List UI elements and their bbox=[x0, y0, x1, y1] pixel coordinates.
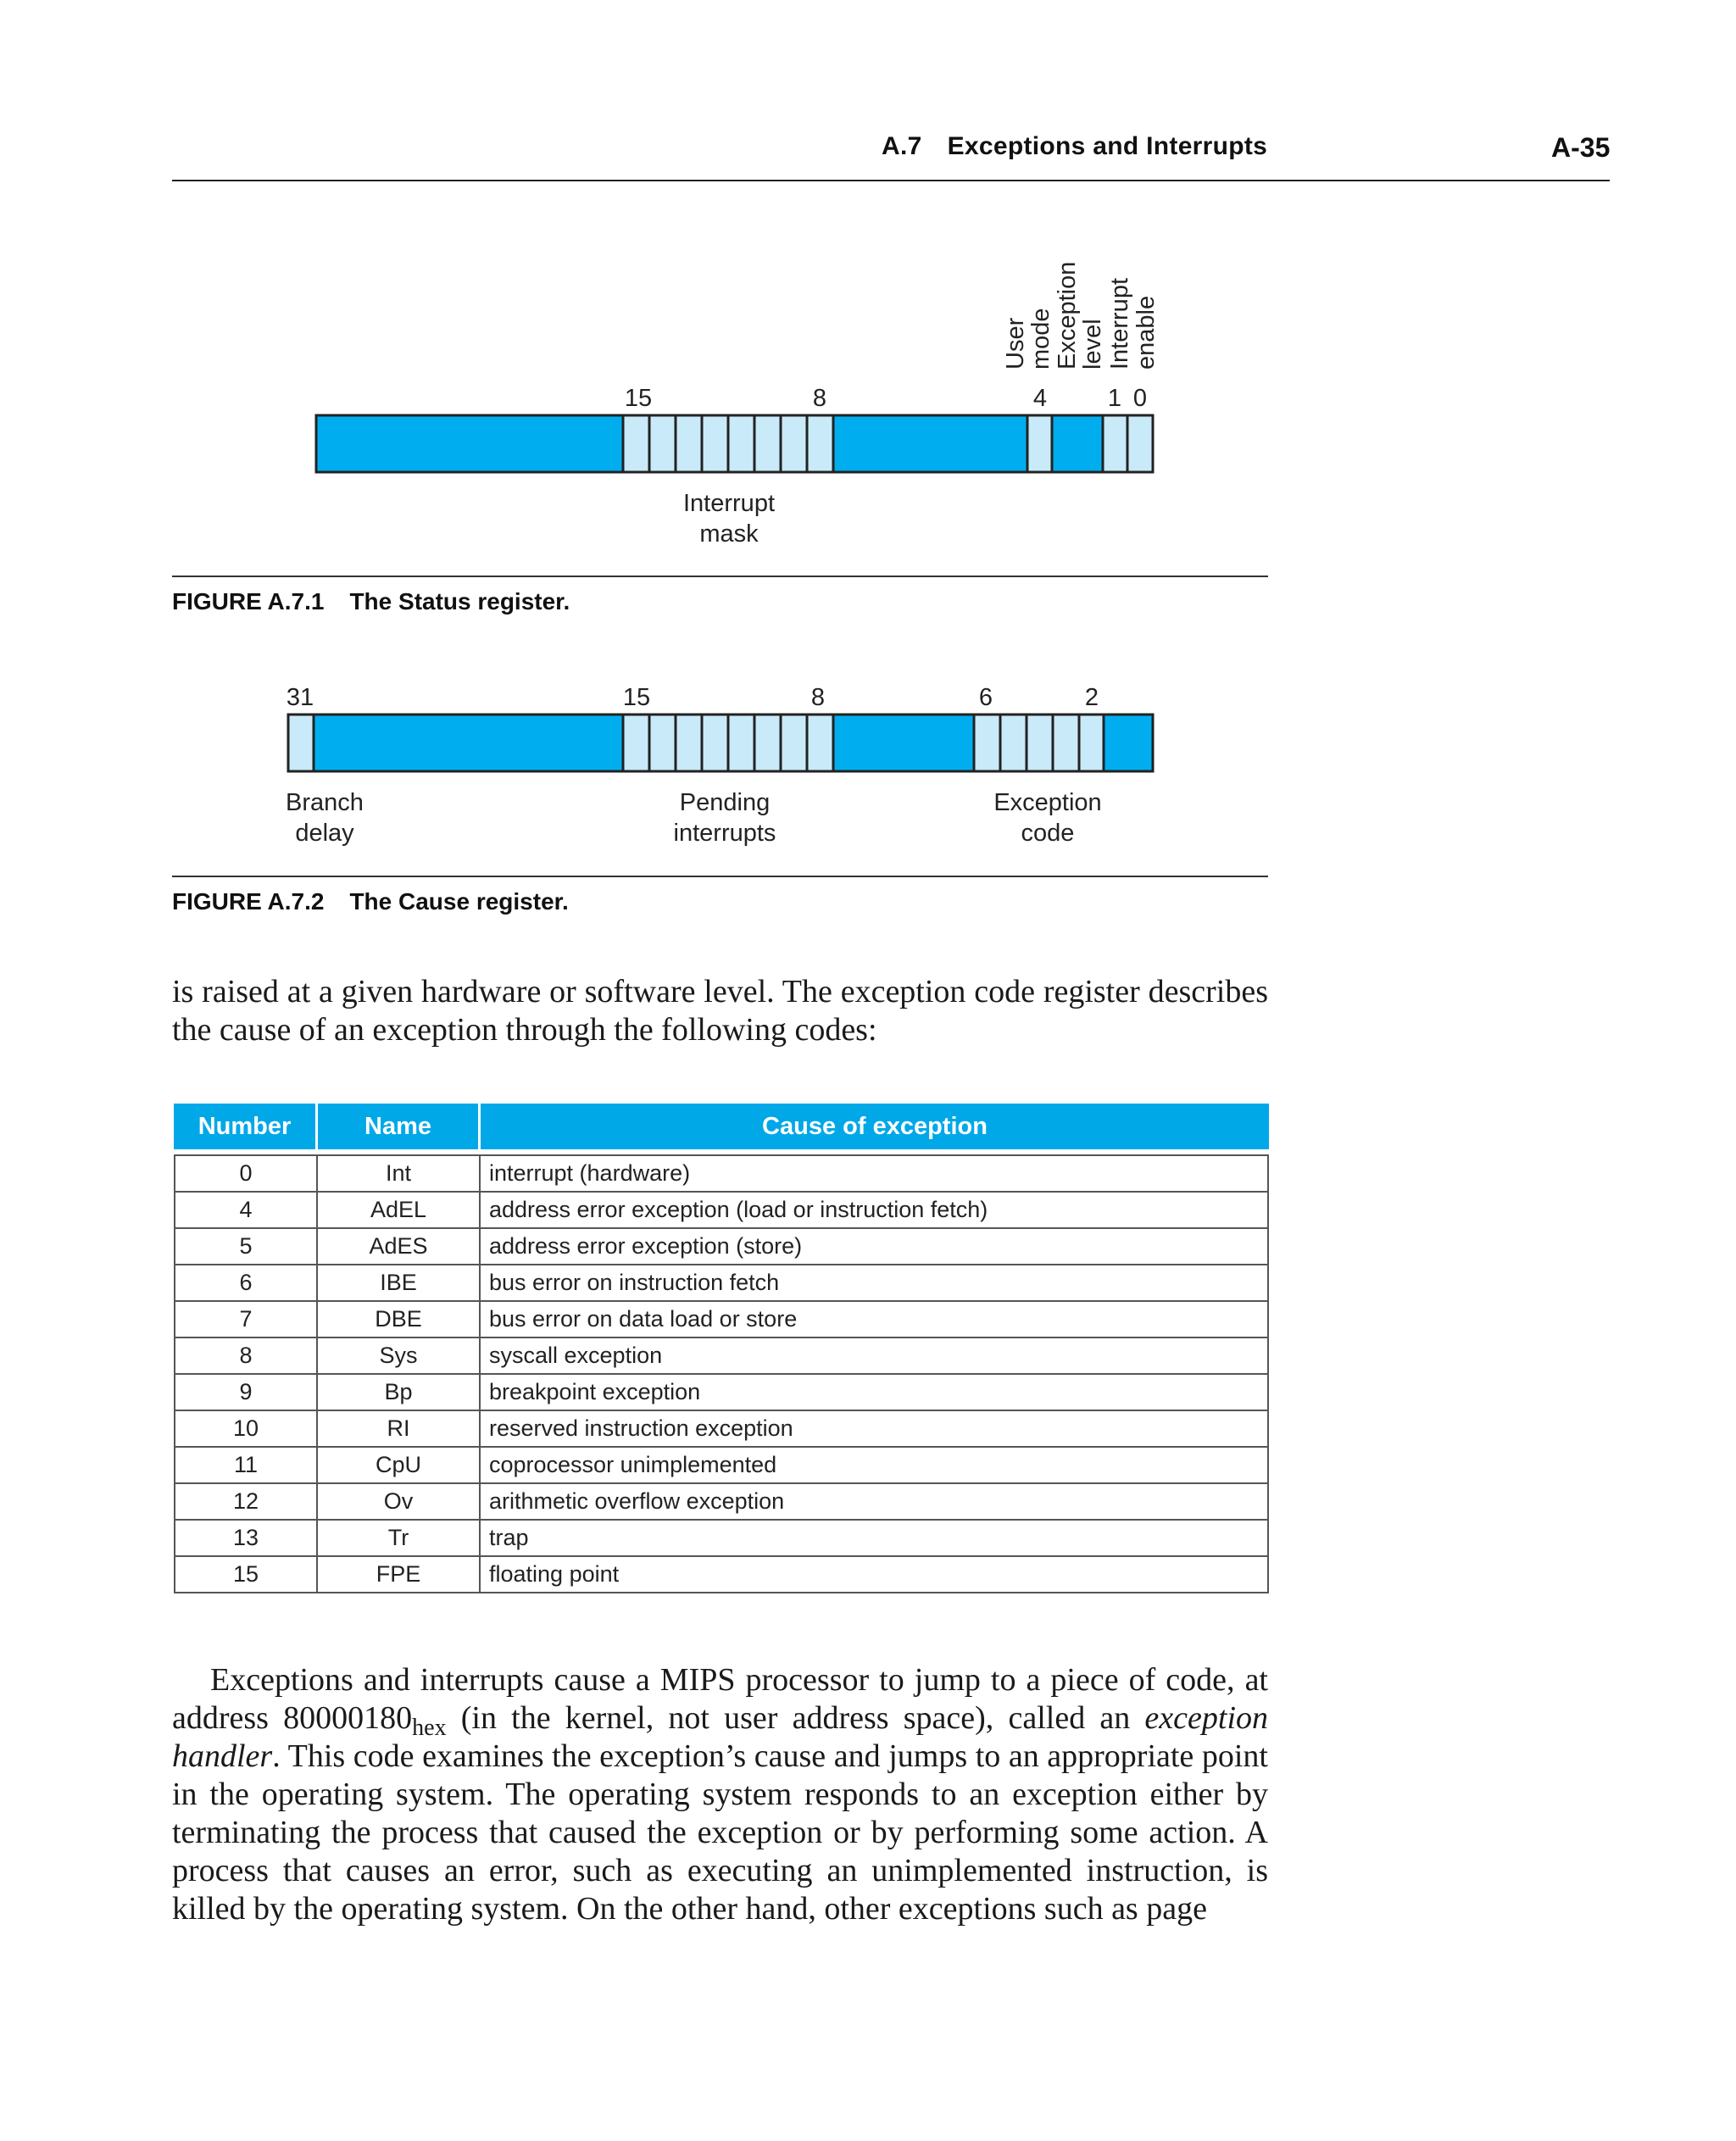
paragraph2-part2: (in the kernel, not user address space), called an bbox=[446, 1700, 1145, 1736]
field-label-mask: mask bbox=[699, 520, 759, 548]
exception-level-bit bbox=[1103, 415, 1127, 472]
figure1-caption bbox=[172, 588, 570, 615]
pending-interrupt-cells bbox=[623, 715, 833, 771]
cell-cause: bus error on instruction fetch bbox=[481, 1265, 1269, 1302]
cell-number: 7 bbox=[174, 1302, 318, 1338]
cell-cause: breakpoint exception bbox=[481, 1375, 1269, 1411]
interrupt-enable-bit bbox=[1127, 415, 1153, 472]
cell-name: FPE bbox=[318, 1557, 481, 1593]
cell-cause: interrupt (hardware) bbox=[481, 1154, 1269, 1193]
cell-number: 8 bbox=[174, 1338, 318, 1375]
exception-code-table bbox=[174, 1104, 1269, 1593]
field-label-delay: delay bbox=[295, 820, 354, 847]
paragraph2-part1: Exceptions and interrupts cause a MIPS processor to jump to a piece of code, at address 80000180 bbox=[172, 1662, 1268, 1736]
cause-register bbox=[286, 684, 1153, 847]
figure2-number: FIGURE A.7.2 bbox=[172, 888, 325, 915]
cell-number: 15 bbox=[174, 1557, 318, 1593]
table-row bbox=[174, 1229, 1269, 1265]
rotated-label-exception: Exception bbox=[1054, 261, 1081, 370]
status-field-middle bbox=[833, 415, 1027, 472]
header-name: Name bbox=[318, 1104, 481, 1149]
cause-field-middle bbox=[833, 715, 974, 771]
table-row bbox=[174, 1193, 1269, 1229]
field-label-exception: Exception bbox=[993, 789, 1102, 816]
cell-number: 10 bbox=[174, 1411, 318, 1448]
table-row bbox=[174, 1521, 1269, 1557]
table-row bbox=[174, 1375, 1269, 1411]
table-row bbox=[174, 1484, 1269, 1521]
field-label-pending: Pending bbox=[679, 789, 771, 816]
bit-label-15: 15 bbox=[622, 684, 651, 711]
table-header-row bbox=[174, 1104, 1269, 1149]
figure1-title: The Status register. bbox=[349, 588, 570, 614]
bit-label-0: 0 bbox=[1132, 385, 1148, 412]
table-row bbox=[174, 1302, 1269, 1338]
cell-name: RI bbox=[318, 1411, 481, 1448]
interrupt-mask-cells bbox=[623, 415, 833, 472]
running-header bbox=[882, 132, 1267, 161]
cell-name: Int bbox=[318, 1154, 481, 1193]
rotated-label-enable: enable bbox=[1132, 295, 1160, 370]
cell-cause: syscall exception bbox=[481, 1338, 1269, 1375]
paragraph2-part3: . This code examines the exception’s cause and jumps to an appropriate point in the operating system. The operating system responds to an exception either by terminating the process that caused the exception or by performing some action. A process that causes an error, such as executing an unimplemented instruction, is killed by the operating system. On the other hand, other exceptions such as page bbox=[172, 1738, 1268, 1927]
branch-delay-bit bbox=[288, 715, 314, 771]
figure1-rule bbox=[172, 576, 1268, 577]
table-row bbox=[174, 1265, 1269, 1302]
header-cause: Cause of exception bbox=[481, 1104, 1269, 1149]
cause-field-upper bbox=[314, 715, 623, 771]
section-title: Exceptions and Interrupts bbox=[947, 132, 1268, 160]
cause-field-low bbox=[1104, 715, 1153, 771]
status-field-reserved bbox=[1052, 415, 1103, 472]
cell-name: Tr bbox=[318, 1521, 481, 1557]
table-row bbox=[174, 1338, 1269, 1375]
bit-label-15: 15 bbox=[624, 385, 653, 412]
table-row bbox=[174, 1154, 1269, 1193]
cell-number: 6 bbox=[174, 1265, 318, 1302]
cell-cause: coprocessor unimplemented bbox=[481, 1448, 1269, 1484]
cell-name: AdES bbox=[318, 1229, 481, 1265]
cell-name: DBE bbox=[318, 1302, 481, 1338]
section-number: A.7 bbox=[882, 132, 922, 160]
bit-label-4: 4 bbox=[1032, 385, 1048, 412]
cell-number: 12 bbox=[174, 1484, 318, 1521]
cell-name: CpU bbox=[318, 1448, 481, 1484]
figure1-number: FIGURE A.7.1 bbox=[172, 588, 325, 614]
cell-number: 0 bbox=[174, 1154, 318, 1193]
table-row bbox=[174, 1411, 1269, 1448]
cell-name: IBE bbox=[318, 1265, 481, 1302]
cell-cause: trap bbox=[481, 1521, 1269, 1557]
bit-label-8: 8 bbox=[812, 385, 827, 412]
cell-cause: bus error on data load or store bbox=[481, 1302, 1269, 1338]
bit-label-8: 8 bbox=[810, 684, 826, 711]
figure2-caption bbox=[172, 888, 569, 915]
rotated-label-user: User bbox=[1002, 317, 1029, 370]
header-rule bbox=[172, 180, 1610, 181]
exception-handler-term: exception handler bbox=[172, 1700, 1269, 1774]
header-number: Number bbox=[174, 1104, 318, 1149]
rotated-label-level: level bbox=[1079, 319, 1106, 370]
field-label-code: code bbox=[1021, 820, 1075, 847]
bit-label-2: 2 bbox=[1084, 684, 1099, 711]
figure2-rule bbox=[172, 876, 1268, 877]
user-mode-bit bbox=[1027, 415, 1052, 472]
field-label-branch: Branch bbox=[286, 789, 364, 816]
cell-cause: address error exception (load or instruction fetch) bbox=[481, 1193, 1269, 1229]
cell-name: Sys bbox=[318, 1338, 481, 1375]
cell-name: AdEL bbox=[318, 1193, 481, 1229]
field-label-interrupts: interrupts bbox=[673, 820, 776, 847]
cell-cause: floating point bbox=[481, 1557, 1269, 1593]
table-row bbox=[174, 1557, 1269, 1593]
cell-cause: arithmetic overflow exception bbox=[481, 1484, 1269, 1521]
status-field-upper bbox=[316, 415, 623, 472]
cell-number: 9 bbox=[174, 1375, 318, 1411]
page-number: A-35 bbox=[1551, 132, 1611, 163]
bit-label-6: 6 bbox=[978, 684, 993, 711]
paragraph-intro: is raised at a given hardware or software level. The exception code register describes the cause of an exception through the following codes: bbox=[172, 974, 1268, 1048]
cell-cause: address error exception (store) bbox=[481, 1229, 1269, 1265]
field-label-interrupt: Interrupt bbox=[683, 490, 775, 517]
exception-code-cells bbox=[974, 715, 1104, 771]
bit-label-31: 31 bbox=[286, 684, 314, 711]
paragraph-exception-handler bbox=[172, 1661, 1268, 1928]
hex-subscript: hex bbox=[412, 1715, 447, 1741]
cell-name: Bp bbox=[318, 1375, 481, 1411]
cell-number: 13 bbox=[174, 1521, 318, 1557]
cell-number: 4 bbox=[174, 1193, 318, 1229]
cell-number: 11 bbox=[174, 1448, 318, 1484]
figure2-title: The Cause register. bbox=[349, 888, 569, 915]
table-row bbox=[174, 1448, 1269, 1484]
cell-name: Ov bbox=[318, 1484, 481, 1521]
status-register bbox=[316, 262, 1160, 548]
cell-number: 5 bbox=[174, 1229, 318, 1265]
cell-cause: reserved instruction exception bbox=[481, 1411, 1269, 1448]
bit-label-1: 1 bbox=[1107, 385, 1122, 412]
rotated-label-interrupt: Interrupt bbox=[1106, 278, 1133, 370]
rotated-label-mode: mode bbox=[1027, 308, 1054, 370]
